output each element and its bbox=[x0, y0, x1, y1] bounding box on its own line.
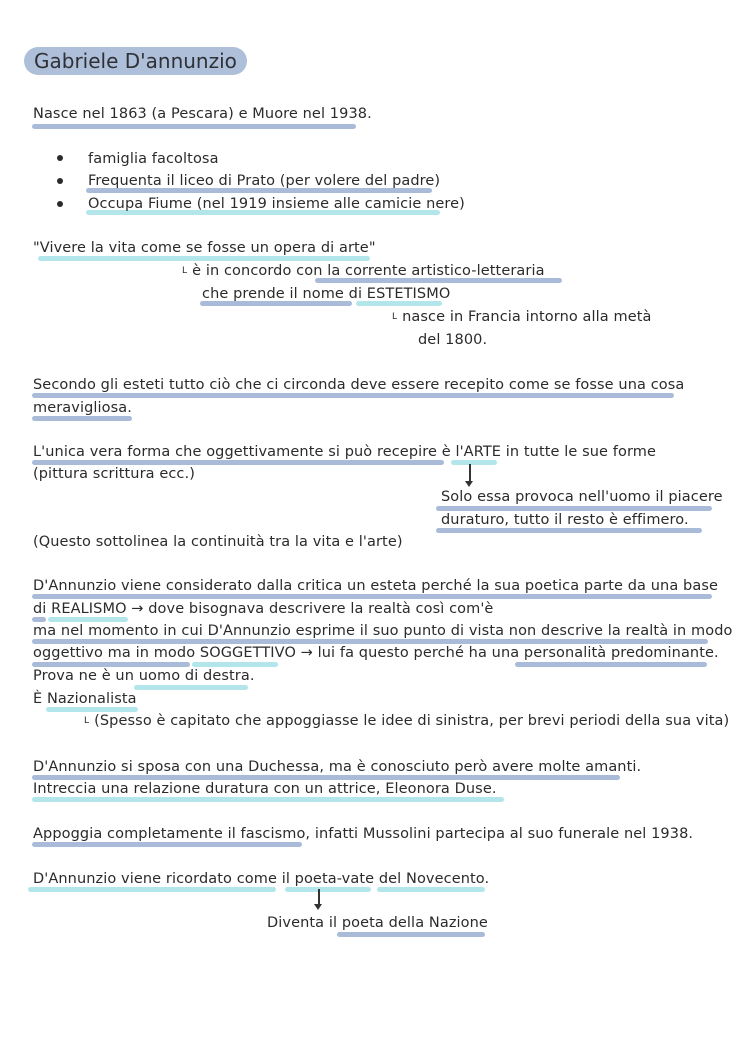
bullet-item: Occupa Fiume (nel 1919 insieme alle camicie nere) bbox=[88, 196, 465, 212]
critica-line-4: oggettivo ma in modo SOGGETTIVO → lui fa questo perché ha una personalità predominante. bbox=[33, 645, 719, 661]
arrow-line bbox=[469, 464, 471, 482]
quote-line: "Vivere la vita come se fosse un opera di arte" bbox=[33, 240, 376, 256]
estetismo-line-2: che prende il nome di ESTETISMO bbox=[202, 286, 451, 302]
page-title: Gabriele D'annunzio bbox=[24, 47, 247, 75]
vita-line-2: Intreccia una relazione duratura con un attrice, Eleonora Duse. bbox=[33, 781, 497, 797]
vate-line-2: Diventa il poeta della Nazione bbox=[267, 915, 488, 931]
arte-line-1: L'unica vera forma che oggettivamente si può recepire è l'ARTE in tutte le sue forme bbox=[33, 444, 657, 460]
bullet-dot bbox=[57, 155, 63, 161]
highlight bbox=[337, 932, 485, 937]
critica-line-6: È Nazionalista bbox=[33, 691, 137, 707]
estetismo-line-1: $^L$ è in concordo con la corrente artistico-letteraria bbox=[182, 263, 545, 279]
highlight bbox=[32, 124, 356, 129]
bullet-dot bbox=[57, 201, 63, 207]
esteti-line-2: meravigliosa. bbox=[33, 400, 132, 416]
critica-line-5: Prova ne è un uomo di destra. bbox=[33, 668, 255, 684]
arrow-head bbox=[314, 904, 322, 910]
bullet-dot bbox=[57, 178, 63, 184]
arte-line-2: (pittura scrittura ecc.) bbox=[33, 466, 195, 482]
critica-line-2: di REALISMO → dove bisognava descrivere la realtà così com'è bbox=[33, 601, 494, 617]
intro-line: Nasce nel 1863 (a Pescara) e Muore nel 1938. bbox=[33, 106, 372, 122]
bullet-item: famiglia facoltosa bbox=[88, 151, 219, 167]
highlight bbox=[134, 685, 248, 690]
estetismo-sub-2: del 1800. bbox=[418, 332, 488, 348]
arte-line-3: (Questo sottolinea la continuità tra la vita e l'arte) bbox=[33, 534, 403, 550]
sub-marker: L bbox=[182, 266, 188, 276]
sub-marker: L bbox=[392, 312, 398, 322]
sub-marker: L bbox=[84, 716, 90, 726]
critica-line-1: D'Annunzio viene considerato dalla critica un esteta perché la sua poetica parte da una base bbox=[33, 578, 718, 594]
esteti-line-1: Secondo gli esteti tutto ciò che ci circonda deve essere recepito come se fosse una cosa bbox=[33, 377, 685, 393]
arrow-head bbox=[465, 481, 473, 487]
vate-line-1: D'Annunzio viene ricordato come il poeta-vate del Novecento. bbox=[33, 871, 490, 887]
vita-line-1: D'Annunzio si sposa con una Duchessa, ma è conosciuto però avere molte amanti. bbox=[33, 759, 642, 775]
fascismo-line: Appoggia completamente il fascismo, infatti Mussolini partecipa al suo funerale nel 1938. bbox=[33, 826, 694, 842]
arrow-line bbox=[318, 889, 320, 905]
critica-line-7: $^L$ (Spesso è capitato che appoggiasse le idee di sinistra, per brevi periodi della sua vita) bbox=[84, 713, 730, 729]
arte-note-1: Solo essa provoca nell'uomo il piacere bbox=[441, 489, 723, 505]
estetismo-sub-1: $^L$ nasce in Francia intorno alla metà bbox=[392, 309, 652, 325]
highlight bbox=[515, 662, 707, 667]
bullet-item: Frequenta il liceo di Prato (per volere del padre) bbox=[88, 173, 441, 189]
arte-note-2: duraturo, tutto il resto è effimero. bbox=[441, 512, 689, 528]
critica-line-3: ma nel momento in cui D'Annunzio esprime il suo punto di vista non descrive la realtà in modo bbox=[33, 623, 733, 639]
